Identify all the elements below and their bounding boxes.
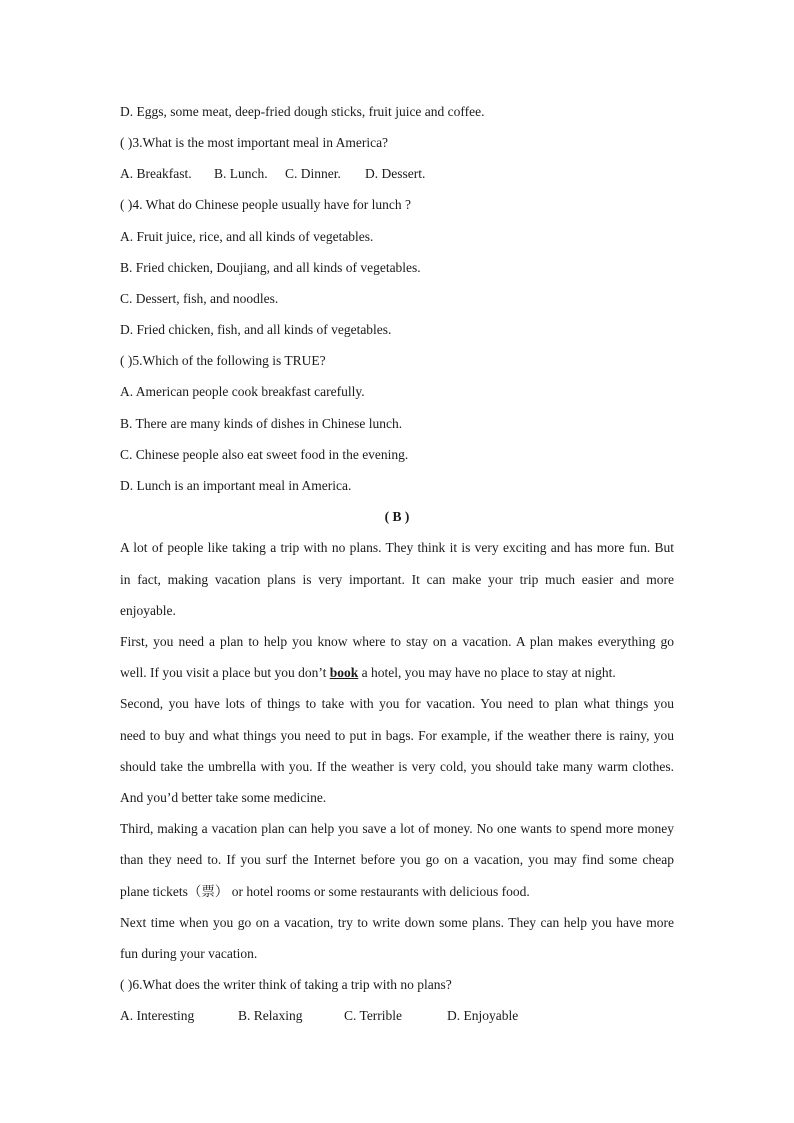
q3-option-b: B. Lunch. <box>214 166 268 181</box>
q5-option-a: A. American people cook breakfast carefully. <box>120 384 365 399</box>
q6-option-a: A. Interesting <box>120 1008 195 1023</box>
passage-line: should take the umbrella with you. If the weather is very cold, you should take many warm clothes. <box>120 759 674 774</box>
section-b-heading: ( B ) <box>384 509 410 524</box>
q4-option-c: C. Dessert, fish, and noodles. <box>120 291 279 306</box>
keyword-book: book <box>329 665 359 680</box>
passage-line: First, you need a plan to help you know where to stay on a vacation. A plan makes everything go <box>120 634 674 649</box>
passage-line: fun during your vacation. <box>120 946 258 961</box>
q5-stem: ( )5.Which of the following is TRUE? <box>120 353 326 368</box>
passage-line: need to buy and what things you need to put in bags. For example, if the weather there is rainy, you <box>120 728 674 743</box>
q4-option-b: B. Fried chicken, Doujiang, and all kinds of vegetables. <box>120 260 421 275</box>
q3-option-a: A. Breakfast. <box>120 166 192 181</box>
q3-options <box>120 166 425 182</box>
passage-line: Next time when you go on a vacation, try to write down some plans. They can help you have more <box>120 915 674 930</box>
passage-line: in fact, making vacation plans is very important. It can make your trip much easier and more <box>120 572 674 587</box>
passage-line: A lot of people like taking a trip with no plans. They think it is very exciting and has more fun. But <box>120 540 674 555</box>
q6-option-d: D. Enjoyable <box>447 1008 519 1023</box>
q5-option-d: D. Lunch is an important meal in America. <box>120 478 352 493</box>
passage-line: And you’d better take some medicine. <box>120 790 327 805</box>
q5-option-c: C. Chinese people also eat sweet food in the evening. <box>120 447 409 462</box>
q5-option-b: B. There are many kinds of dishes in Chinese lunch. <box>120 416 403 431</box>
passage-text: a hotel, you may have no place to stay at night. <box>358 665 616 680</box>
q3-stem: ( )3.What is the most important meal in America? <box>120 135 389 150</box>
q4-option-a: A. Fruit juice, rice, and all kinds of vegetables. <box>120 229 374 244</box>
q6-options <box>120 1008 518 1024</box>
q6-option-c: C. Terrible <box>344 1008 403 1023</box>
q3-option-c: C. Dinner. <box>285 166 341 181</box>
q6-stem: ( )6.What does the writer think of taking a trip with no plans? <box>120 977 452 992</box>
passage-line: Second, you have lots of things to take with you for vacation. You need to plan what things you <box>120 696 674 711</box>
q4-option-d: D. Fried chicken, fish, and all kinds of vegetables. <box>120 322 392 337</box>
passage-line: Third, making a vacation plan can help you save a lot of money. No one wants to spend more money <box>120 821 674 836</box>
q4-stem: ( )4. What do Chinese people usually have for lunch ? <box>120 197 412 212</box>
passage-line: plane tickets（票） or hotel rooms or some restaurants with delicious food. <box>120 884 530 899</box>
q2-option-d: D. Eggs, some meat, deep-fried dough sticks, fruit juice and coffee. <box>120 104 485 119</box>
passage-text: well. If you visit a place but you don’t <box>120 665 330 680</box>
passage-line: than they need to. If you surf the Internet before you go on a vacation, you may find some cheap <box>120 852 674 867</box>
passage-line-book <box>120 665 616 681</box>
passage-line: enjoyable. <box>120 603 176 618</box>
q6-option-b: B. Relaxing <box>238 1008 303 1023</box>
q3-option-d: D. Dessert. <box>365 166 426 181</box>
